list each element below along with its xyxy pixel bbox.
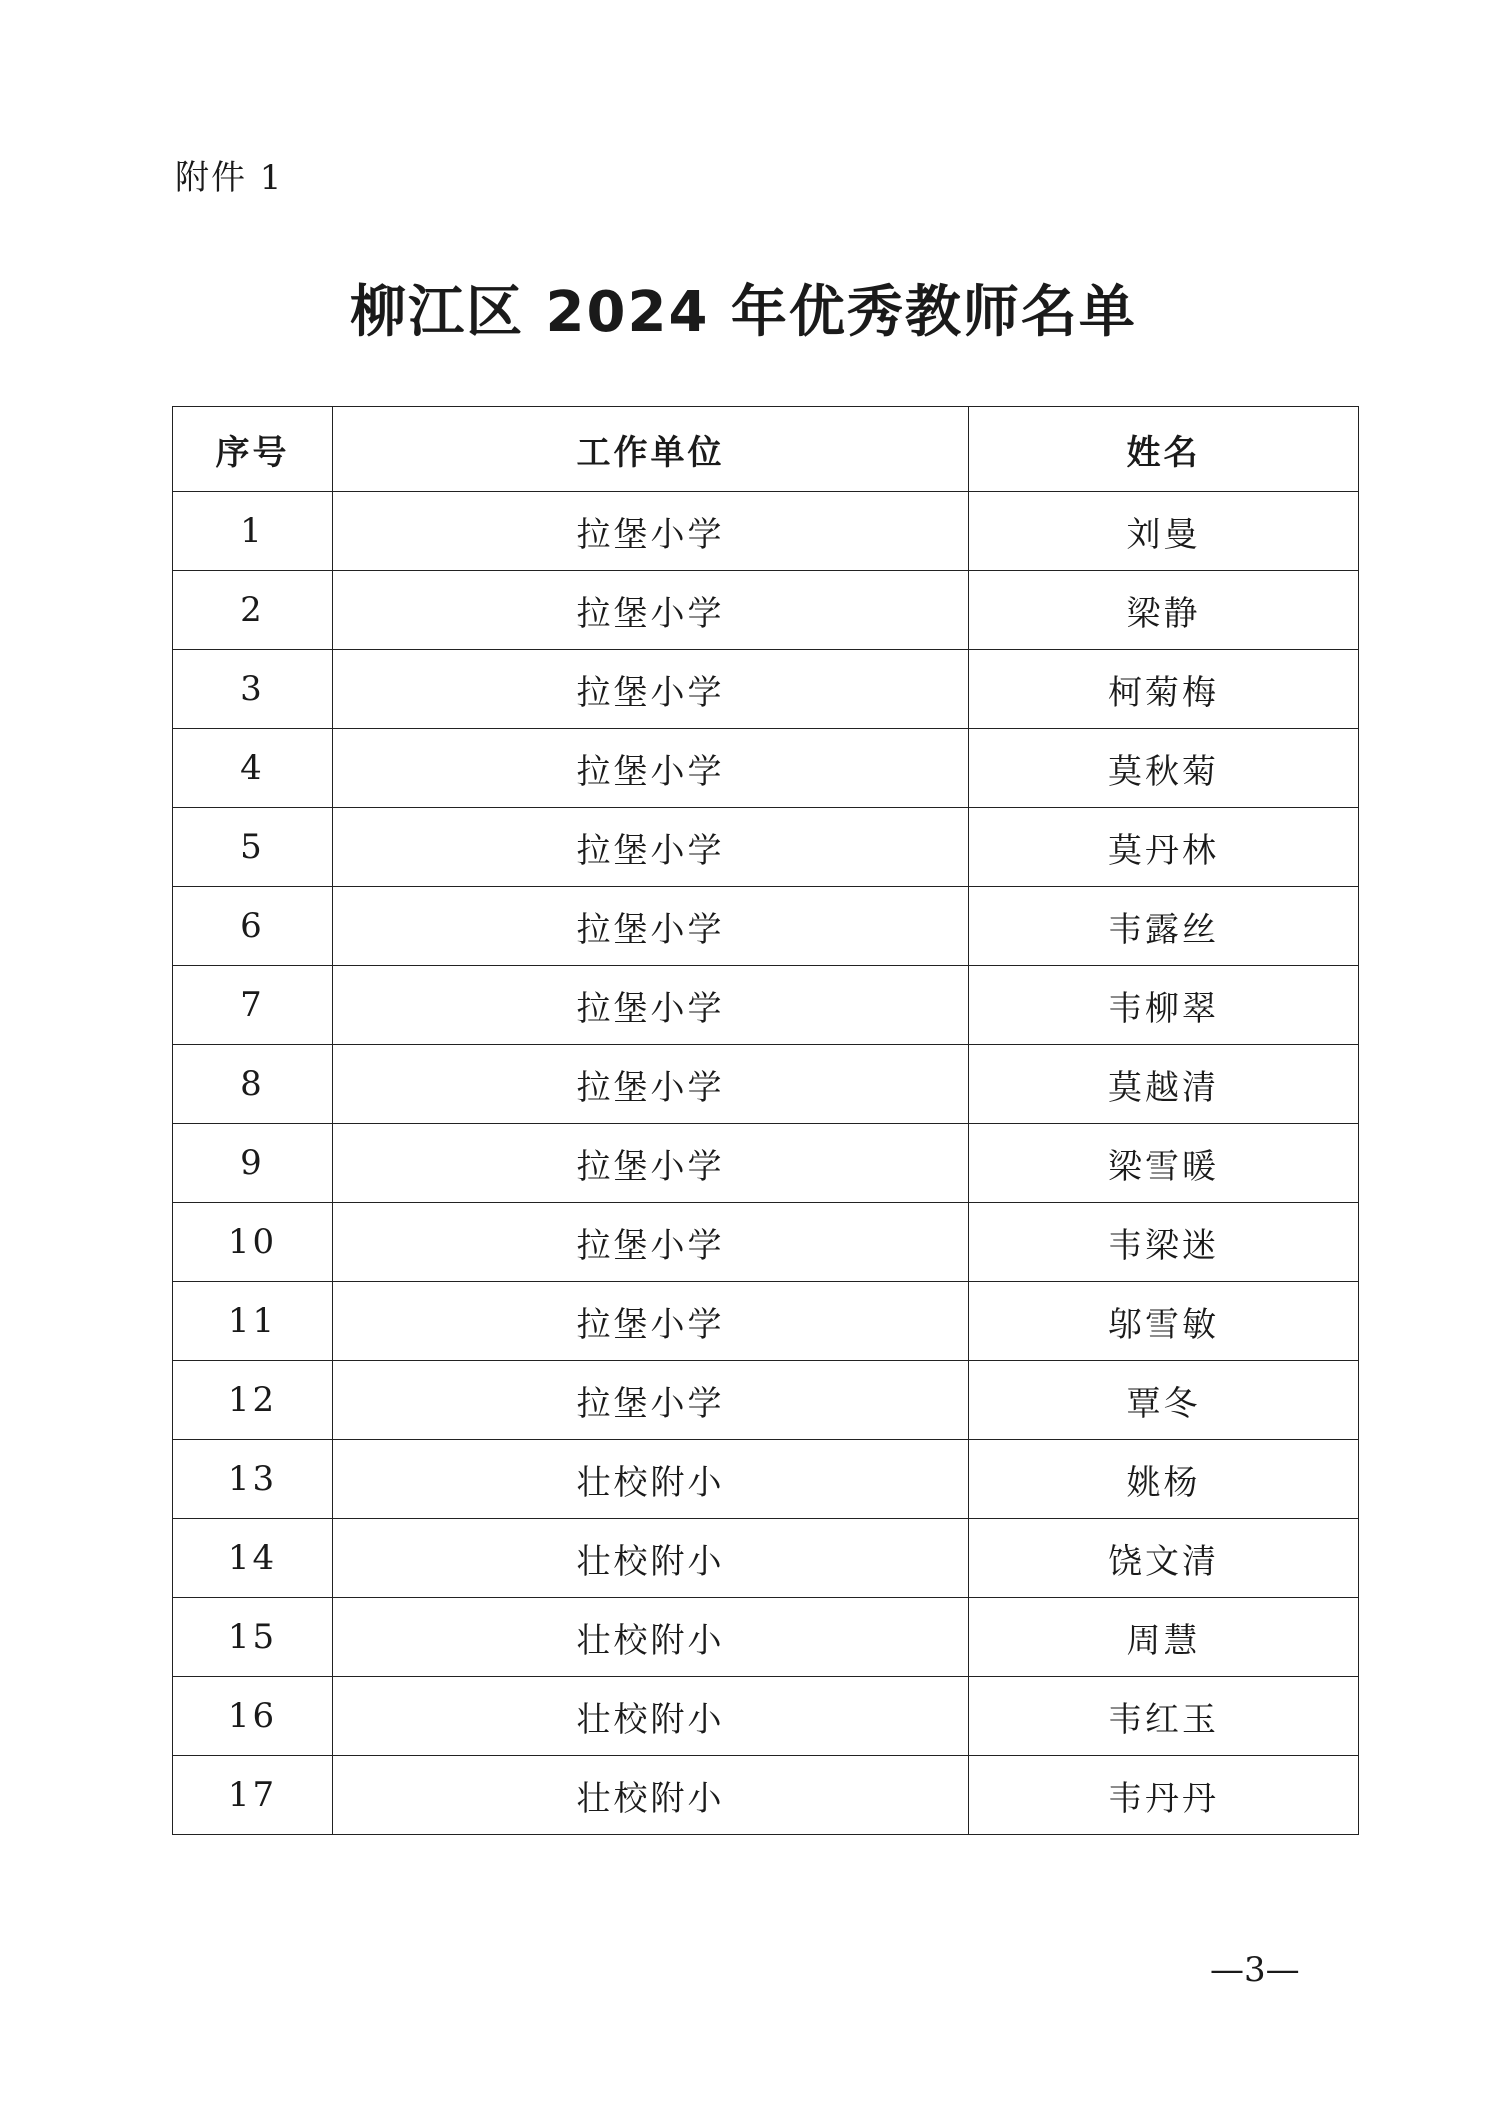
cell-number: 4 — [173, 729, 333, 808]
table-row — [173, 729, 1359, 808]
cell-name: 莫秋菊 — [969, 729, 1359, 808]
table-row — [173, 571, 1359, 650]
cell-unit: 壮校附小 — [333, 1756, 969, 1835]
cell-number: 13 — [173, 1440, 333, 1519]
cell-unit: 拉堡小学 — [333, 1045, 969, 1124]
cell-name: 莫丹林 — [969, 808, 1359, 887]
cell-unit: 壮校附小 — [333, 1598, 969, 1677]
cell-number: 3 — [173, 650, 333, 729]
table-row — [173, 1282, 1359, 1361]
column-header-unit: 工作单位 — [333, 407, 969, 492]
cell-number: 9 — [173, 1124, 333, 1203]
table-row — [173, 1124, 1359, 1203]
cell-unit: 拉堡小学 — [333, 1124, 969, 1203]
cell-number: 14 — [173, 1519, 333, 1598]
cell-number: 7 — [173, 966, 333, 1045]
page-number: —3— — [1210, 1950, 1300, 1990]
table-row — [173, 887, 1359, 966]
table-row — [173, 1598, 1359, 1677]
cell-number: 11 — [173, 1282, 333, 1361]
cell-number: 17 — [173, 1756, 333, 1835]
table-row — [173, 1519, 1359, 1598]
attachment-label: 附件 1 — [175, 158, 284, 198]
cell-unit: 壮校附小 — [333, 1677, 969, 1756]
table-row — [173, 1203, 1359, 1282]
table-header-row — [173, 407, 1359, 492]
cell-name: 覃冬 — [969, 1361, 1359, 1440]
cell-name: 韦丹丹 — [969, 1756, 1359, 1835]
cell-unit: 拉堡小学 — [333, 808, 969, 887]
cell-name: 莫越清 — [969, 1045, 1359, 1124]
cell-unit: 壮校附小 — [333, 1440, 969, 1519]
cell-unit: 壮校附小 — [333, 1519, 969, 1598]
cell-name: 周慧 — [969, 1598, 1359, 1677]
table-row — [173, 808, 1359, 887]
table-row — [173, 1361, 1359, 1440]
cell-number: 5 — [173, 808, 333, 887]
table-row — [173, 966, 1359, 1045]
cell-unit: 拉堡小学 — [333, 492, 969, 571]
cell-number: 8 — [173, 1045, 333, 1124]
cell-number: 6 — [173, 887, 333, 966]
cell-name: 饶文清 — [969, 1519, 1359, 1598]
cell-name: 刘曼 — [969, 492, 1359, 571]
cell-unit: 拉堡小学 — [333, 650, 969, 729]
teacher-roster-table — [172, 406, 1359, 1835]
cell-name: 姚杨 — [969, 1440, 1359, 1519]
cell-unit: 拉堡小学 — [333, 966, 969, 1045]
cell-name: 韦柳翠 — [969, 966, 1359, 1045]
cell-number: 15 — [173, 1598, 333, 1677]
table-row — [173, 492, 1359, 571]
cell-number: 2 — [173, 571, 333, 650]
cell-number: 16 — [173, 1677, 333, 1756]
table-row — [173, 650, 1359, 729]
cell-number: 10 — [173, 1203, 333, 1282]
table-row — [173, 1440, 1359, 1519]
cell-name: 韦红玉 — [969, 1677, 1359, 1756]
cell-unit: 拉堡小学 — [333, 1361, 969, 1440]
column-header-name: 姓名 — [969, 407, 1359, 492]
cell-name: 梁静 — [969, 571, 1359, 650]
document-title: 柳江区 2024 年优秀教师名单 — [350, 280, 1137, 345]
column-header-number: 序号 — [173, 407, 333, 492]
cell-name: 邬雪敏 — [969, 1282, 1359, 1361]
cell-name: 柯菊梅 — [969, 650, 1359, 729]
cell-unit: 拉堡小学 — [333, 571, 969, 650]
cell-unit: 拉堡小学 — [333, 1282, 969, 1361]
table-row — [173, 1756, 1359, 1835]
table-row — [173, 1045, 1359, 1124]
table-body — [173, 492, 1359, 1835]
cell-unit: 拉堡小学 — [333, 729, 969, 808]
cell-name: 梁雪暖 — [969, 1124, 1359, 1203]
cell-number: 12 — [173, 1361, 333, 1440]
cell-number: 1 — [173, 492, 333, 571]
table-row — [173, 1677, 1359, 1756]
cell-name: 韦梁迷 — [969, 1203, 1359, 1282]
cell-name: 韦露丝 — [969, 887, 1359, 966]
cell-unit: 拉堡小学 — [333, 887, 969, 966]
cell-unit: 拉堡小学 — [333, 1203, 969, 1282]
